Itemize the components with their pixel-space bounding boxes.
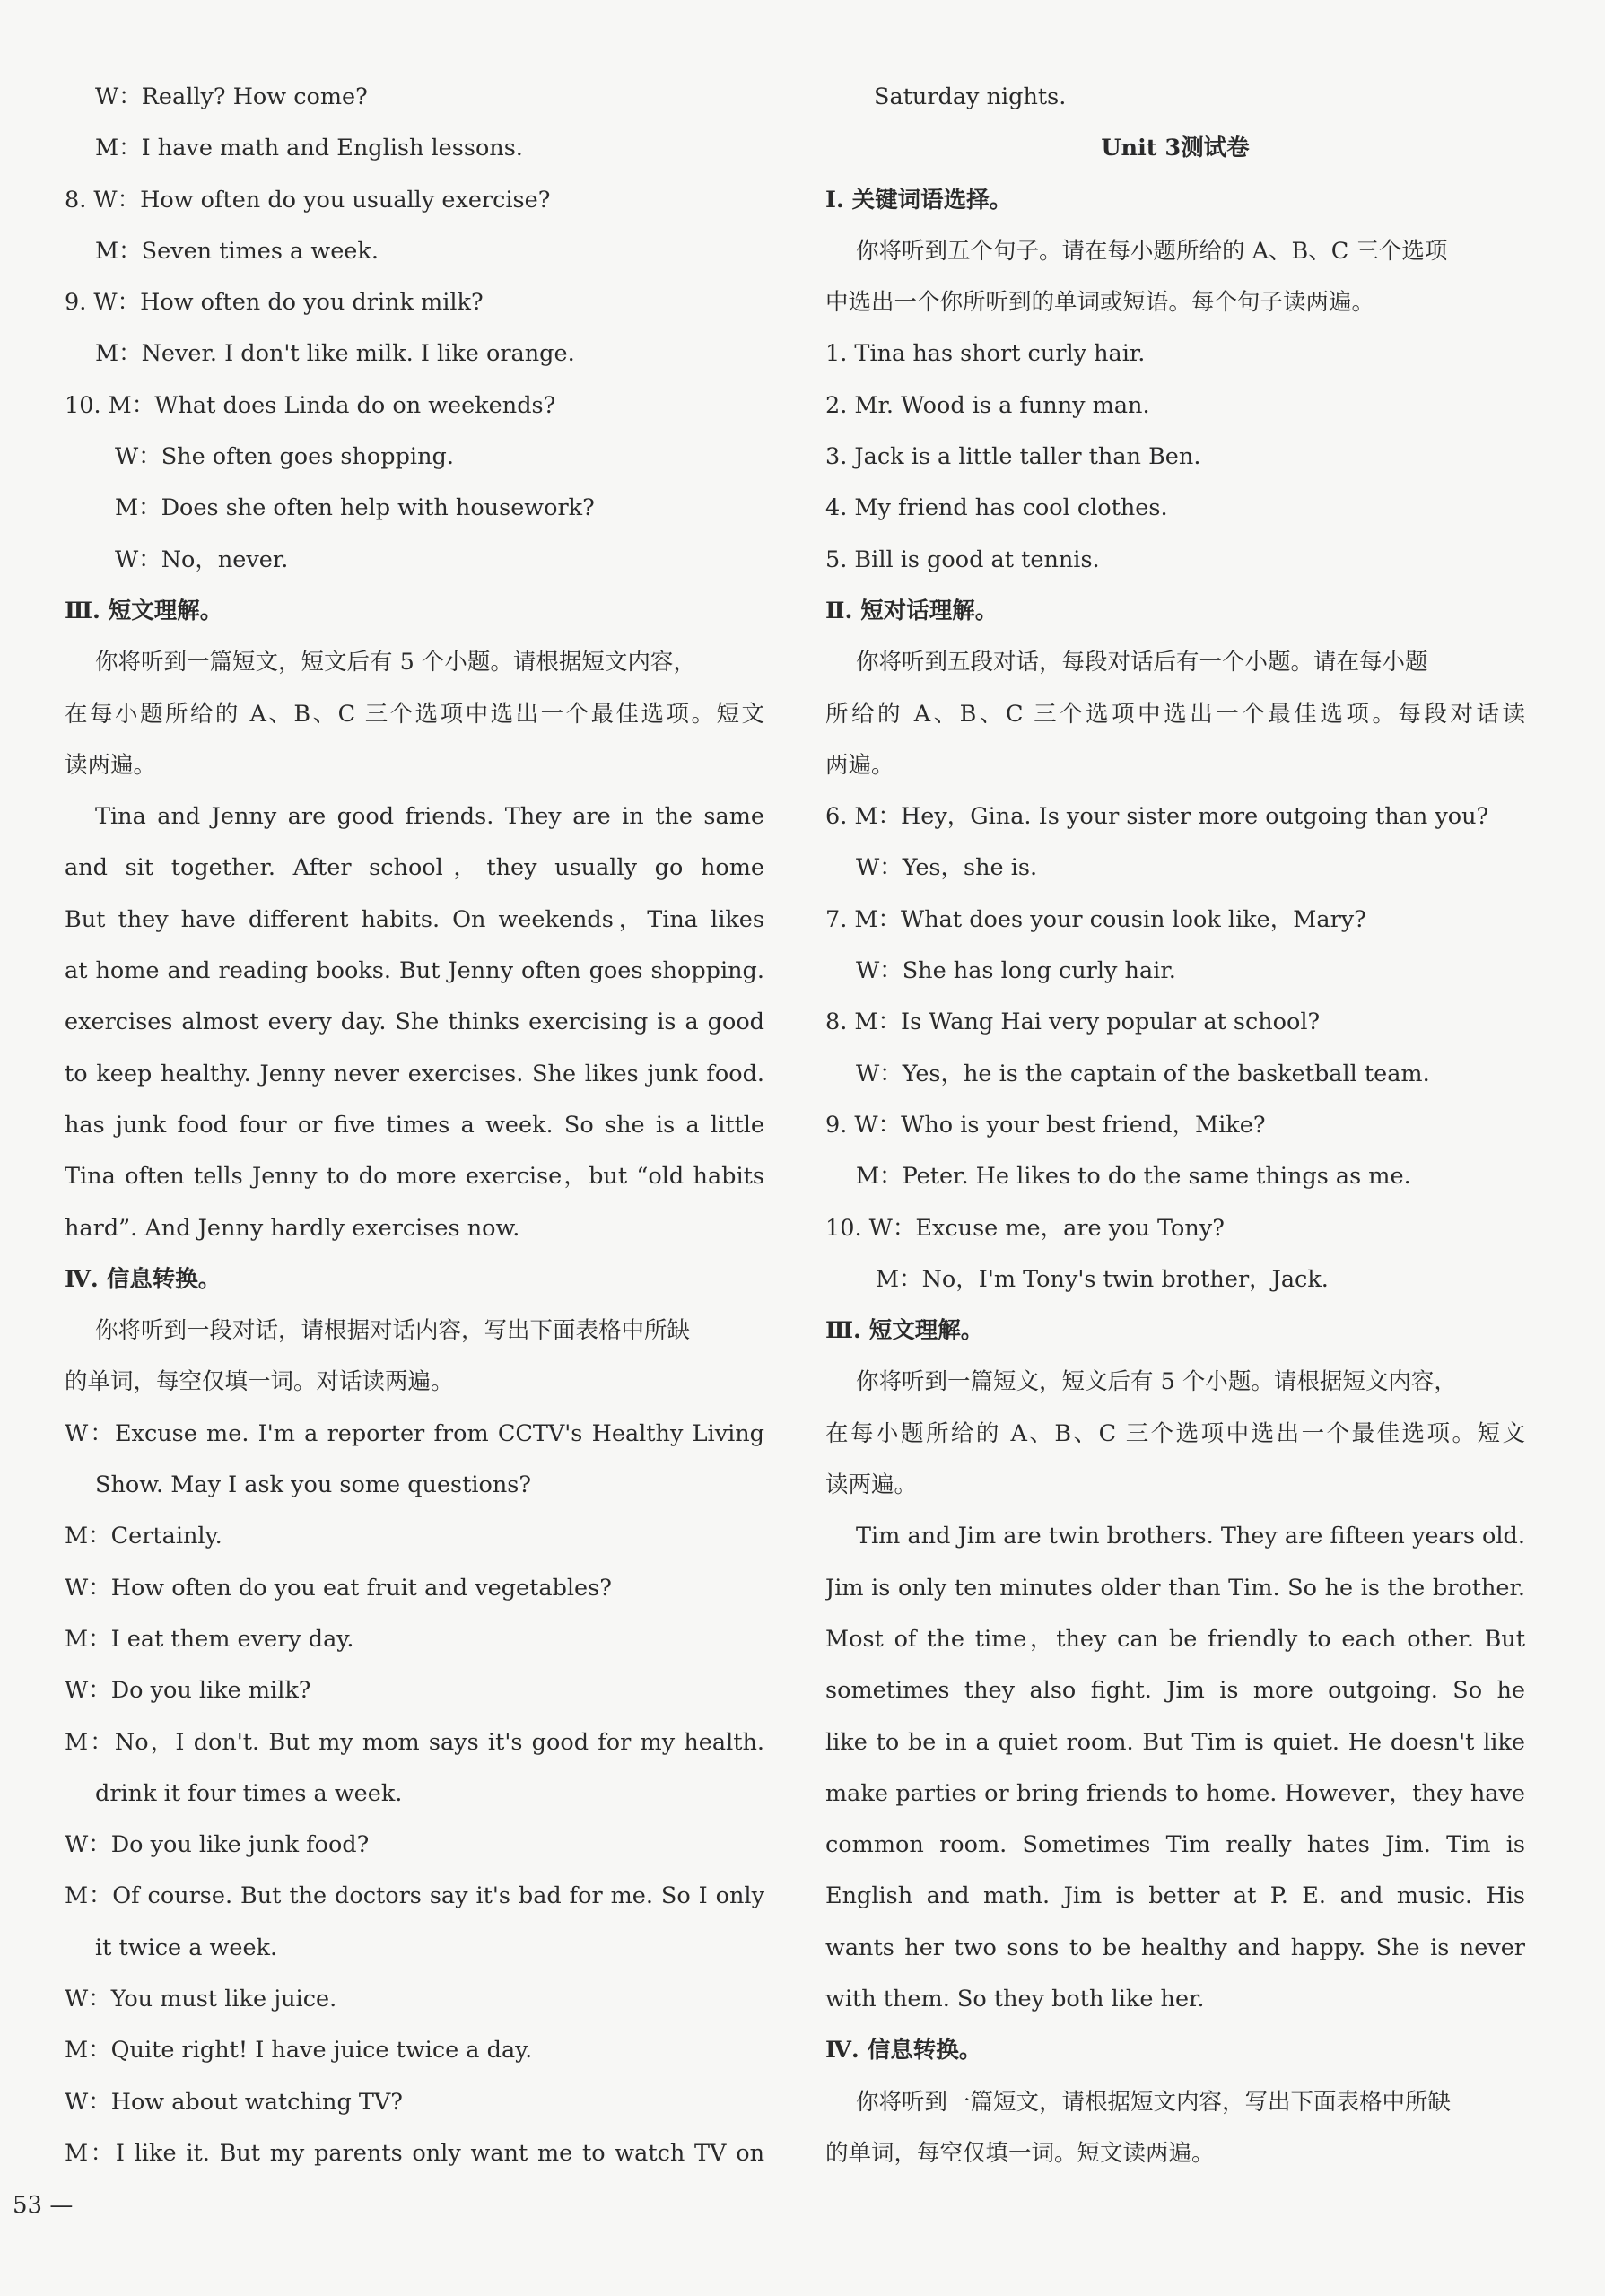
text-line: to keep healthy. Jenny never exercises. She likes junk food.: [65, 1060, 764, 1087]
text-line: W：You must like juice.: [65, 1985, 337, 2012]
text-line: M：Of course. But the doctors say it's bad for me. So I only: [65, 1882, 764, 1910]
text-line: make parties or bring friends to home. However，they have: [825, 1779, 1525, 1807]
text-line: common room. Sometimes Tim really hates Jim. Tim is: [825, 1831, 1525, 1859]
text-line: W：Excuse me. I'm a reporter from CCTV's Healthy Living: [65, 1419, 764, 1447]
text-line: 你将听到一段对话，请根据对话内容，写出下面表格中所缺: [95, 1317, 691, 1345]
unit-title: Unit 3测试卷: [1101, 135, 1250, 162]
text-line: like to be in a quiet room. But Tim is quiet. He doesn't like: [825, 1728, 1525, 1756]
text-line: 的单词，每空仅填一词。对话读两遍。: [65, 1368, 454, 1396]
text-line: hard”. And Jenny hardly exercises now.: [65, 1214, 520, 1242]
text-line: 读两遍。: [825, 1471, 918, 1499]
text-line: 10. W：Excuse me，are you Tony?: [825, 1214, 1225, 1242]
text-line: 1. Tina has short curly hair.: [825, 340, 1146, 368]
text-line: W：She has long curly hair.: [856, 957, 1176, 985]
text-line: W：Do you like junk food?: [65, 1831, 370, 1859]
text-line: Show. May I ask you some questions?: [95, 1471, 532, 1499]
text-line: 你将听到五个句子。请在每小题所给的 A、B、C 三个选项: [856, 237, 1448, 265]
text-line: 你将听到一篇短文，短文后有 5 个小题。请根据短文内容，: [856, 1368, 1457, 1396]
text-line: W：Yes，she is.: [856, 854, 1038, 882]
text-line: 4. My friend has cool clothes.: [825, 494, 1168, 522]
text-line: 在每小题所给的 A、B、C 三个选项中选出一个最佳选项。短文: [825, 1419, 1525, 1447]
text-line: 6. M：Hey，Gina. Is your sister more outgoing than you?: [825, 803, 1489, 831]
text-line: M：Seven times a week.: [95, 237, 379, 265]
section-heading: Ⅲ. 短文理解。: [65, 597, 223, 624]
section-heading: Ⅲ. 短文理解。: [825, 1317, 984, 1345]
left-column: [65, 72, 764, 2179]
text-line: 8. W：How often do you usually exercise?: [65, 186, 551, 214]
text-line: Saturday nights.: [874, 83, 1067, 110]
text-line: M：No，I don't. But my mom says it's good for my health.: [65, 1728, 764, 1756]
text-line: 所给的 A、B、C 三个选项中选出一个最佳选项。每段对话读: [825, 700, 1525, 728]
text-line: 2. Mr. Wood is a funny man.: [825, 391, 1150, 419]
text-line: W：Yes，he is the captain of the basketball team.: [856, 1060, 1430, 1087]
right-column: [825, 72, 1525, 2179]
text-line: W：How often do you eat fruit and vegetables?: [65, 1574, 612, 1602]
text-line: 9. W：How often do you drink milk?: [65, 289, 484, 317]
text-line: W：She often goes shopping.: [115, 443, 454, 471]
text-line: M：Certainly.: [65, 1523, 222, 1550]
page-number: 53 —: [13, 2192, 74, 2219]
text-line: 两遍。: [825, 751, 894, 779]
text-line: 9. W：Who is your best friend，Mike?: [825, 1111, 1266, 1139]
text-line: and sit together. After school，they usually go home: [65, 854, 764, 882]
section-heading: Ⅳ. 信息转换。: [65, 1265, 222, 1293]
text-line: at home and reading books. But Jenny often goes shopping.: [65, 957, 764, 985]
text-line: 10. M：What does Linda do on weekends?: [65, 391, 556, 419]
text-line: Tim and Jim are twin brothers. They are fifteen years old.: [856, 1523, 1525, 1550]
text-line: 3. Jack is a little taller than Ben.: [825, 443, 1201, 471]
text-line: M：I have math and English lessons.: [95, 135, 523, 162]
text-line: M：I like it. But my parents only want me to watch TV on: [65, 2139, 764, 2167]
text-line: 读两遍。: [65, 751, 157, 779]
text-line: has junk food four or five times a week. So she is a little: [65, 1111, 764, 1139]
text-line: M：Does she often help with housework?: [115, 494, 595, 522]
text-line: English and math. Jim is better at P. E. and music. His: [825, 1882, 1525, 1910]
text-line: 5. Bill is good at tennis.: [825, 546, 1100, 573]
text-line: 你将听到一篇短文，请根据短文内容，写出下面表格中所缺: [856, 2088, 1452, 2116]
text-line: 7. M：What does your cousin look like，Mary?: [825, 905, 1366, 933]
text-line: W：Really? How come?: [95, 83, 368, 110]
text-line: W：Do you like milk?: [65, 1677, 311, 1705]
text-line: 在每小题所给的 A、B、C 三个选项中选出一个最佳选项。短文: [65, 700, 764, 728]
text-line: 你将听到一篇短文，短文后有 5 个小题。请根据短文内容，: [95, 649, 696, 677]
text-line: 的单词，每空仅填一词。短文读两遍。: [825, 2139, 1215, 2167]
text-line: M：Peter. He likes to do the same things as me.: [856, 1163, 1411, 1191]
section-heading: Ⅰ. 关键词语选择。: [825, 186, 1013, 214]
text-line: M：I eat them every day.: [65, 1625, 354, 1653]
text-line: 8. M：Is Wang Hai very popular at school?: [825, 1008, 1321, 1036]
section-heading: Ⅱ. 短对话理解。: [825, 597, 999, 624]
text-line: with them. So they both like her.: [825, 1985, 1205, 2012]
text-line: M：No，I'm Tony's twin brother，Jack.: [876, 1265, 1329, 1293]
text-line: exercises almost every day. She thinks exercising is a good: [65, 1008, 764, 1036]
text-line: 你将听到五段对话，每段对话后有一个小题。请在每小题: [856, 649, 1428, 677]
text-line: drink it four times a week.: [95, 1779, 403, 1807]
text-line: sometimes they also fight. Jim is more outgoing. So he: [825, 1677, 1525, 1705]
text-line: wants her two sons to be healthy and happy. She is never: [825, 1934, 1525, 1961]
text-line: W：No，never.: [115, 546, 289, 573]
text-line: Most of the time，they can be friendly to each other. But: [825, 1625, 1525, 1653]
text-line: Tina and Jenny are good friends. They are in the same: [95, 803, 764, 831]
text-line: 中选出一个你所听到的单词或短语。每个句子读两遍。: [825, 289, 1375, 317]
text-line: Jim is only ten minutes older than Tim. So he is the brother.: [825, 1574, 1525, 1602]
text-line: W：How about watching TV?: [65, 2088, 403, 2116]
section-heading: Ⅳ. 信息转换。: [825, 2037, 982, 2065]
text-line: Tina often tells Jenny to do more exercise，but “old habits: [65, 1163, 764, 1191]
text-line: But they have different habits. On weekends，Tina likes: [65, 905, 764, 933]
text-line: M：Never. I don't like milk. I like orange.: [95, 340, 575, 368]
text-line: M：Quite right! I have juice twice a day.: [65, 2037, 533, 2065]
text-line: it twice a week.: [95, 1934, 278, 1961]
